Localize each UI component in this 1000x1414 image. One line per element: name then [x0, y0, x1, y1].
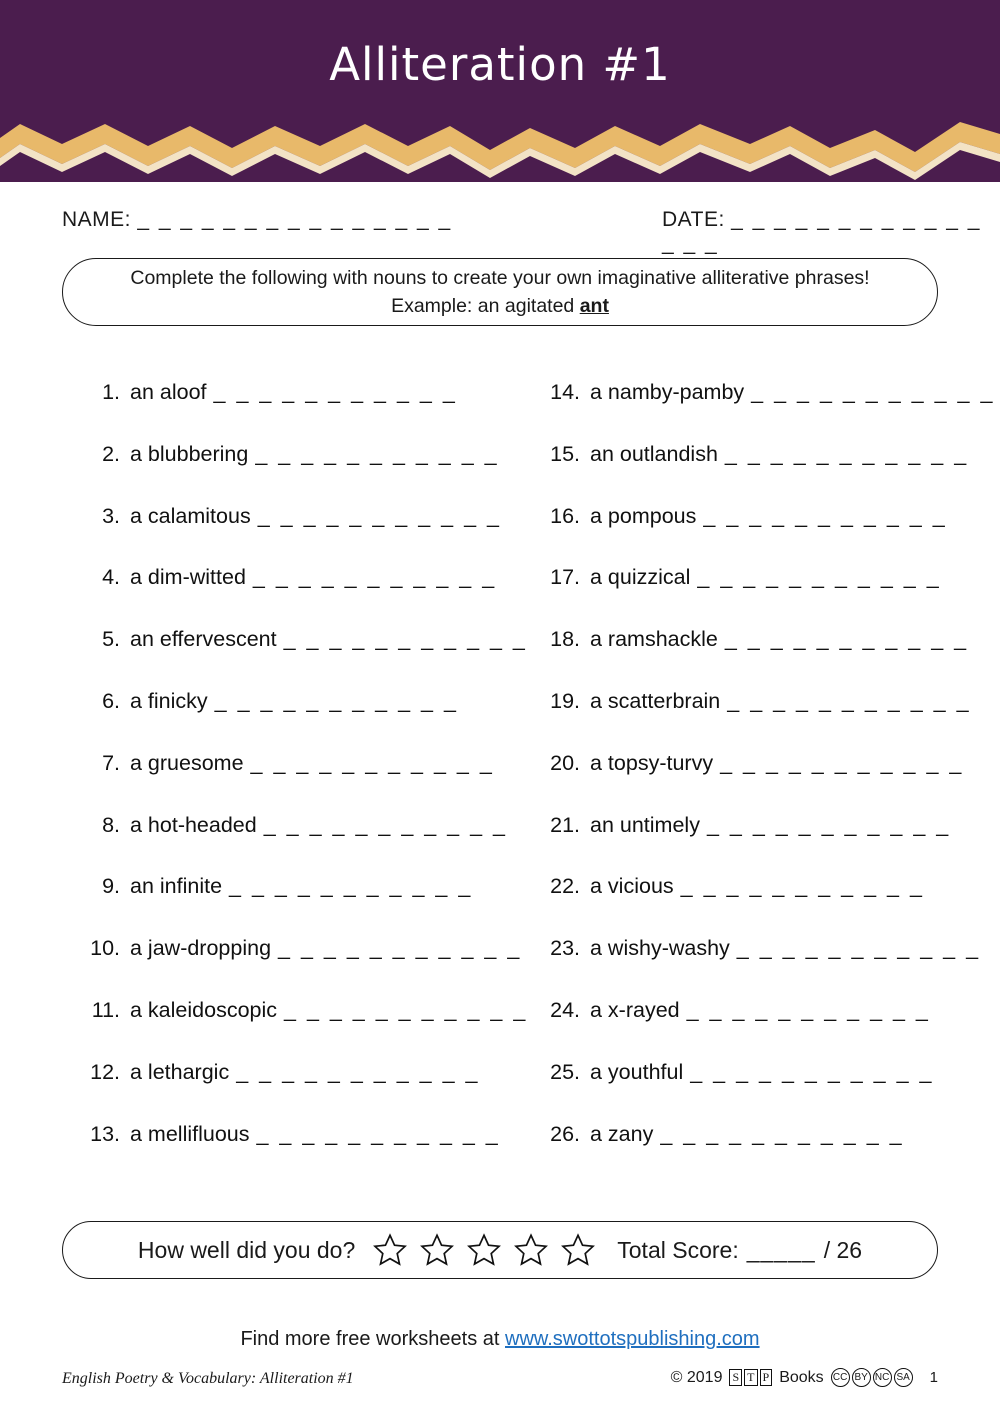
item-blank: _ _ _ _ _ _ _ _ _ _ _	[720, 750, 964, 775]
item-number: 5.	[102, 627, 120, 652]
item-number: 1.	[102, 380, 120, 404]
date-label: DATE:	[662, 208, 725, 231]
item-blank: _ _ _ _ _ _ _ _ _ _ _	[736, 936, 981, 961]
item-blank: _ _ _ _ _ _ _ _ _ _ _	[278, 936, 522, 961]
cc-circle: CC	[831, 1368, 850, 1387]
item-text: an effervescent	[130, 627, 277, 652]
item-text: a ramshackle	[590, 627, 718, 652]
item-number: 26.	[550, 1121, 580, 1146]
list-item[interactable]	[540, 380, 1000, 442]
instructions-line-2	[391, 292, 609, 320]
instructions-box	[62, 258, 938, 326]
creative-commons-icon	[831, 1368, 913, 1387]
footer-credits	[671, 1368, 938, 1387]
item-number: 7.	[102, 750, 120, 775]
name-date-row	[0, 208, 1000, 255]
stp-letter-s: S	[729, 1369, 742, 1386]
item-number: 18.	[550, 627, 580, 652]
star-icon[interactable]	[467, 1233, 501, 1267]
find-more-line	[0, 1328, 1000, 1351]
item-blank: _ _ _ _ _ _ _ _ _ _ _	[751, 380, 995, 404]
list-item[interactable]	[540, 442, 1000, 504]
item-text: a scatterbrain	[590, 688, 721, 713]
star-icon[interactable]	[420, 1233, 454, 1267]
item-number: 10.	[90, 936, 120, 961]
list-item[interactable]	[540, 689, 1000, 751]
item-blank: _ _ _ _ _ _ _ _ _ _ _	[257, 503, 502, 528]
cc-sa-icon: SA	[894, 1368, 913, 1387]
item-blank: _ _ _ _ _ _ _ _ _ _ _	[660, 1121, 905, 1146]
page-title: Alliteration #1	[329, 38, 671, 91]
item-text: a x-rayed	[590, 997, 680, 1022]
item-number: 4.	[102, 565, 120, 590]
item-number: 19.	[550, 688, 580, 713]
zigzag-divider	[0, 112, 1000, 182]
item-text: a wishy-washy	[590, 936, 730, 961]
total-score-label: Total Score:	[617, 1236, 739, 1263]
stp-logo	[729, 1369, 772, 1386]
item-blank: _ _ _ _ _ _ _ _ _ _ _	[703, 503, 948, 528]
item-text: a gruesome	[130, 750, 244, 775]
items-column-right	[540, 380, 1000, 1183]
publisher-name: Books	[779, 1368, 824, 1386]
item-number: 14.	[550, 380, 580, 404]
item-text: a namby-pamby	[590, 380, 745, 404]
item-text: an aloof	[130, 380, 207, 404]
page-footer	[0, 1368, 1000, 1398]
item-number: 23.	[550, 936, 580, 961]
item-number: 9.	[102, 874, 120, 899]
item-number: 8.	[102, 812, 120, 837]
list-item[interactable]	[80, 874, 540, 936]
items-column-left	[80, 380, 540, 1183]
list-item[interactable]	[80, 380, 540, 442]
cc-by-icon: BY	[852, 1368, 871, 1387]
item-blank: _ _ _ _ _ _ _ _ _ _ _	[256, 1121, 501, 1146]
stp-letter-p: P	[760, 1369, 773, 1386]
list-item[interactable]	[80, 751, 540, 813]
item-blank: _ _ _ _ _ _ _ _ _ _ _	[236, 1059, 480, 1084]
star-rating[interactable]	[373, 1233, 595, 1267]
date-blank: _ _ _ _ _ _ _ _ _ _ _ _ _ _ _	[662, 208, 982, 255]
name-field[interactable]	[62, 208, 452, 232]
item-number: 25.	[550, 1059, 580, 1084]
item-number: 3.	[102, 503, 120, 528]
item-number: 20.	[550, 750, 580, 775]
item-blank: _ _ _ _ _ _ _ _ _ _ _	[263, 812, 508, 837]
list-item[interactable]	[540, 627, 1000, 689]
list-item[interactable]	[80, 813, 540, 875]
item-text: an untimely	[590, 812, 700, 837]
item-blank: _ _ _ _ _ _ _ _ _ _ _	[252, 565, 497, 590]
total-score-blank[interactable]: _____	[746, 1236, 816, 1263]
item-number: 24.	[550, 997, 580, 1022]
copyright-text: © 2019	[670, 1368, 723, 1386]
list-item[interactable]	[80, 504, 540, 566]
item-blank: _ _ _ _ _ _ _ _ _ _ _	[690, 1059, 934, 1084]
item-text: a kaleidoscopic	[130, 997, 278, 1022]
name-label: NAME:	[62, 208, 132, 231]
item-text: a quizzical	[590, 565, 691, 590]
item-number: 17.	[550, 565, 580, 590]
name-blank: _ _ _ _ _ _ _ _ _ _ _ _ _ _ _	[137, 208, 453, 231]
item-text: a blubbering	[130, 441, 249, 466]
item-blank: _ _ _ _ _ _ _ _ _ _ _	[706, 812, 951, 837]
item-text: a youthful	[590, 1059, 684, 1084]
page-number: 1	[929, 1369, 938, 1386]
item-text: an outlandish	[590, 441, 718, 466]
item-text: a dim-witted	[130, 565, 246, 590]
item-text: an infinite	[130, 874, 223, 899]
item-blank: _ _ _ _ _ _ _ _ _ _ _	[284, 997, 528, 1022]
list-item[interactable]	[80, 565, 540, 627]
list-item[interactable]	[540, 1060, 1000, 1122]
list-item[interactable]	[540, 1122, 1000, 1184]
score-bar	[62, 1221, 938, 1279]
list-item[interactable]	[540, 936, 1000, 998]
instructions-example-word: ant	[579, 295, 609, 317]
star-icon[interactable]	[373, 1233, 407, 1267]
date-field[interactable]	[662, 208, 1000, 256]
item-text: a jaw-dropping	[130, 936, 272, 961]
item-text: a mellifluous	[130, 1121, 250, 1146]
item-blank: _ _ _ _ _ _ _ _ _ _ _	[724, 441, 969, 466]
footer-title: English Poetry & Vocabulary: Alliteration #1	[62, 1370, 354, 1387]
instructions-example-prefix: Example: an agitated	[391, 295, 580, 317]
item-blank: _ _ _ _ _ _ _ _ _ _ _	[213, 380, 458, 404]
item-number: 13.	[90, 1121, 120, 1146]
star-icon[interactable]	[514, 1233, 548, 1267]
item-blank: _ _ _ _ _ _ _ _ _ _ _	[680, 874, 925, 899]
item-number: 2.	[102, 441, 120, 466]
item-blank: _ _ _ _ _ _ _ _ _ _ _	[697, 565, 942, 590]
item-blank: _ _ _ _ _ _ _ _ _ _ _	[724, 627, 969, 652]
item-number: 21.	[550, 812, 580, 837]
list-item[interactable]	[80, 627, 540, 689]
item-text: a calamitous	[130, 503, 251, 528]
item-text: a finicky	[130, 688, 208, 713]
item-number: 16.	[550, 503, 580, 528]
stp-letter-t: T	[744, 1369, 757, 1386]
list-item[interactable]	[540, 813, 1000, 875]
list-item[interactable]	[80, 998, 540, 1060]
list-item[interactable]	[80, 936, 540, 998]
item-text: a topsy-turvy	[590, 750, 714, 775]
item-blank: _ _ _ _ _ _ _ _ _ _ _	[727, 688, 972, 713]
item-blank: _ _ _ _ _ _ _ _ _ _ _	[255, 441, 500, 466]
item-blank: _ _ _ _ _ _ _ _ _ _ _	[229, 874, 473, 899]
list-item[interactable]	[540, 565, 1000, 627]
item-text: a vicious	[590, 874, 674, 899]
total-score-max: / 26	[823, 1236, 863, 1263]
score-question: How well did you do?	[137, 1236, 356, 1263]
star-icon[interactable]	[561, 1233, 595, 1267]
item-text: a pompous	[590, 503, 697, 528]
item-text: a hot-headed	[130, 812, 257, 837]
page-header	[0, 0, 1000, 182]
list-item[interactable]	[540, 874, 1000, 936]
item-blank: _ _ _ _ _ _ _ _ _ _ _	[214, 688, 459, 713]
item-text: a zany	[590, 1121, 654, 1146]
list-item[interactable]	[80, 1060, 540, 1122]
list-item[interactable]	[80, 442, 540, 504]
list-item[interactable]	[80, 1122, 540, 1184]
list-item[interactable]	[540, 751, 1000, 813]
instructions-line-1: Complete the following with nouns to create your own imaginative alliterative phrases!	[130, 266, 870, 289]
item-blank: _ _ _ _ _ _ _ _ _ _ _	[283, 627, 528, 652]
list-item[interactable]	[80, 689, 540, 751]
website-link[interactable]: www.swottotspublishing.com	[505, 1328, 760, 1350]
item-number: 11.	[91, 997, 120, 1022]
find-more-text: Find more free worksheets at	[240, 1328, 505, 1350]
list-item[interactable]	[540, 504, 1000, 566]
item-number: 15.	[550, 441, 580, 466]
item-number: 6.	[102, 688, 120, 713]
item-number: 12.	[90, 1059, 120, 1084]
item-number: 22.	[550, 874, 580, 899]
cc-nc-icon: NC	[873, 1368, 892, 1387]
item-blank: _ _ _ _ _ _ _ _ _ _ _	[250, 750, 495, 775]
list-item[interactable]	[540, 998, 1000, 1060]
item-text: a lethargic	[130, 1059, 230, 1084]
item-blank: _ _ _ _ _ _ _ _ _ _ _	[686, 997, 931, 1022]
